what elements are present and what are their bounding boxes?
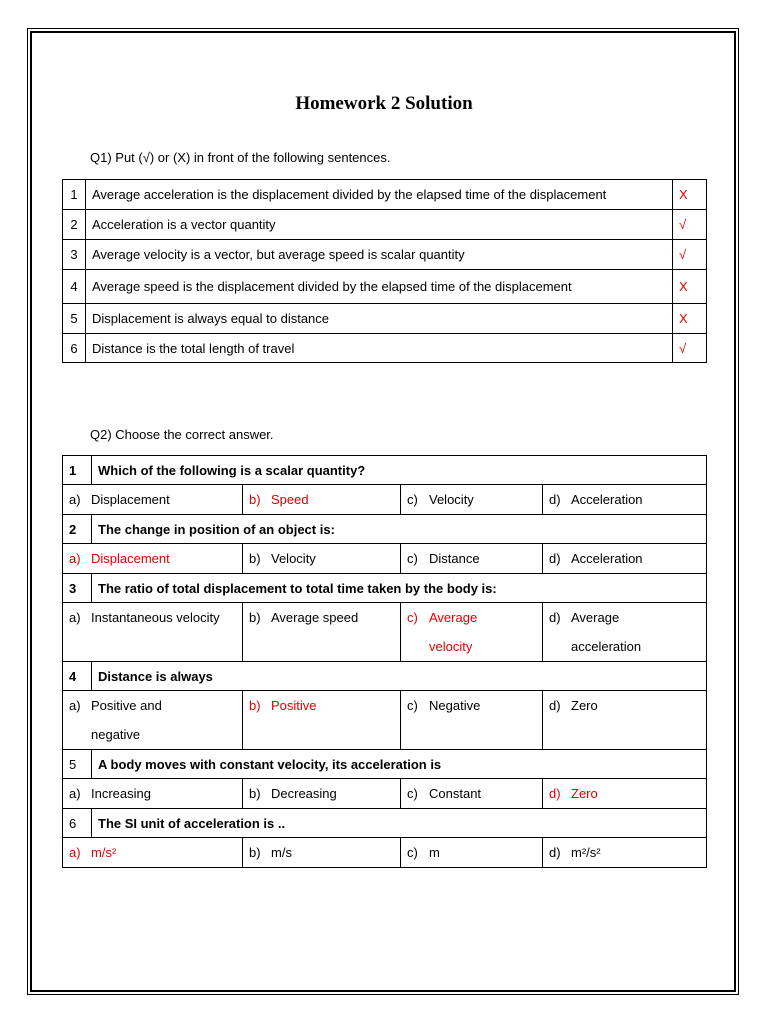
option-d <box>543 779 707 809</box>
option-letter: a) <box>69 698 81 713</box>
option-b <box>243 603 401 662</box>
statement-text: Acceleration is a vector quantity <box>86 210 673 240</box>
option-text: m²/s² <box>571 845 601 860</box>
option-text: Velocity <box>271 551 316 566</box>
option-letter: b) <box>249 492 261 507</box>
options-row <box>63 691 707 750</box>
option-letter: c) <box>407 845 418 860</box>
option-text: Acceleration <box>571 492 643 507</box>
option-text: Acceleration <box>571 551 643 566</box>
option-text: Negative <box>429 698 481 713</box>
option-c <box>401 691 543 750</box>
statement-text: Average speed is the displacement divided by the elapsed time of the displacement <box>86 270 673 304</box>
option-letter: a) <box>69 786 81 801</box>
question-text: The change in position of an object is: <box>92 515 707 544</box>
option-d <box>543 544 707 574</box>
row-number: 4 <box>63 270 86 304</box>
table-row <box>63 240 707 270</box>
option-letter: a) <box>69 610 81 625</box>
options-row <box>63 838 707 868</box>
option-a <box>63 838 243 868</box>
row-number: 5 <box>63 304 86 334</box>
option-letter: a) <box>69 845 81 860</box>
option-b <box>243 838 401 868</box>
statement-text: Average acceleration is the displacement divided by the elapsed time of the displacement <box>86 180 673 210</box>
option-text: Constant <box>429 786 482 801</box>
option-text: m <box>429 845 440 860</box>
answer-mark: X <box>673 270 707 304</box>
question-number: 4 <box>63 662 92 691</box>
page-title: Homework 2 Solution <box>295 93 473 114</box>
option-text: Instantaneous velocity <box>91 610 220 625</box>
table-row <box>63 210 707 240</box>
option-text: Average velocity <box>429 610 478 654</box>
q2-table <box>62 455 707 868</box>
option-letter: a) <box>69 551 81 566</box>
question-number: 1 <box>63 456 92 485</box>
option-text: m/s <box>271 845 292 860</box>
statement-text: Displacement is always equal to distance <box>86 304 673 334</box>
q1-heading: Q1) Put (√) or (X) in front of the following sentences. <box>90 150 391 165</box>
option-text: Distance <box>429 551 480 566</box>
options-row <box>63 779 707 809</box>
option-text: Decreasing <box>271 786 337 801</box>
question-text: The ratio of total displacement to total time taken by the body is: <box>92 574 707 603</box>
question-text: A body moves with constant velocity, its acceleration is <box>92 750 707 779</box>
answer-mark: X <box>673 180 707 210</box>
question-number: 5 <box>63 750 92 779</box>
question-row <box>63 809 707 838</box>
option-text: Positive and negative <box>91 698 162 742</box>
option-letter: b) <box>249 698 261 713</box>
question-number: 3 <box>63 574 92 603</box>
option-letter: b) <box>249 551 261 566</box>
question-text: The SI unit of acceleration is .. <box>92 809 707 838</box>
option-a <box>63 779 243 809</box>
option-text: m/s² <box>91 845 117 860</box>
option-a <box>63 544 243 574</box>
option-text: Displacement <box>91 492 170 507</box>
option-text: Positive <box>271 698 317 713</box>
option-text: Average speed <box>271 610 359 625</box>
row-number: 3 <box>63 240 86 270</box>
option-c <box>401 603 543 662</box>
option-c <box>401 779 543 809</box>
statement-text: Distance is the total length of travel <box>86 334 673 363</box>
option-a <box>63 691 243 750</box>
question-row <box>63 662 707 691</box>
options-row <box>63 485 707 515</box>
option-letter: d) <box>549 492 561 507</box>
option-text: Zero <box>571 786 598 801</box>
answer-mark: X <box>673 304 707 334</box>
option-b <box>243 485 401 515</box>
answer-mark: √ <box>673 210 707 240</box>
option-a <box>63 603 243 662</box>
option-c <box>401 838 543 868</box>
option-letter: d) <box>549 786 561 801</box>
row-number: 6 <box>63 334 86 363</box>
option-text: Speed <box>271 492 309 507</box>
option-letter: b) <box>249 786 261 801</box>
option-letter: c) <box>407 551 418 566</box>
option-letter: c) <box>407 698 418 713</box>
option-letter: a) <box>69 492 81 507</box>
table-row <box>63 270 707 304</box>
question-text: Distance is always <box>92 662 707 691</box>
statement-text: Average velocity is a vector, but average speed is scalar quantity <box>86 240 673 270</box>
question-number: 6 <box>63 809 92 838</box>
option-letter: c) <box>407 786 418 801</box>
option-a <box>63 485 243 515</box>
option-letter: c) <box>407 492 418 507</box>
option-d <box>543 838 707 868</box>
option-letter: b) <box>249 610 261 625</box>
options-row <box>63 603 707 662</box>
question-row <box>63 574 707 603</box>
row-number: 1 <box>63 180 86 210</box>
option-b <box>243 544 401 574</box>
question-row <box>63 750 707 779</box>
table-row <box>63 180 707 210</box>
q1-table <box>62 179 707 363</box>
option-b <box>243 779 401 809</box>
option-text: Zero <box>571 698 598 713</box>
option-d <box>543 691 707 750</box>
option-d <box>543 485 707 515</box>
option-text: Average acceleration <box>571 610 642 654</box>
option-letter: d) <box>549 698 561 713</box>
option-letter: b) <box>249 845 261 860</box>
option-letter: d) <box>549 551 561 566</box>
option-letter: c) <box>407 610 418 625</box>
option-c <box>401 485 543 515</box>
row-number: 2 <box>63 210 86 240</box>
q2-heading: Q2) Choose the correct answer. <box>90 427 274 442</box>
option-b <box>243 691 401 750</box>
question-row <box>63 515 707 544</box>
question-row <box>63 456 707 485</box>
table-row <box>63 334 707 363</box>
table-row <box>63 304 707 334</box>
options-row <box>63 544 707 574</box>
option-letter: d) <box>549 610 561 625</box>
answer-mark: √ <box>673 240 707 270</box>
question-text: Which of the following is a scalar quantity? <box>92 456 707 485</box>
option-text: Increasing <box>91 786 151 801</box>
answer-mark: √ <box>673 334 707 363</box>
option-text: Velocity <box>429 492 474 507</box>
option-c <box>401 544 543 574</box>
option-text: Displacement <box>91 551 170 566</box>
option-letter: d) <box>549 845 561 860</box>
option-d <box>543 603 707 662</box>
question-number: 2 <box>63 515 92 544</box>
